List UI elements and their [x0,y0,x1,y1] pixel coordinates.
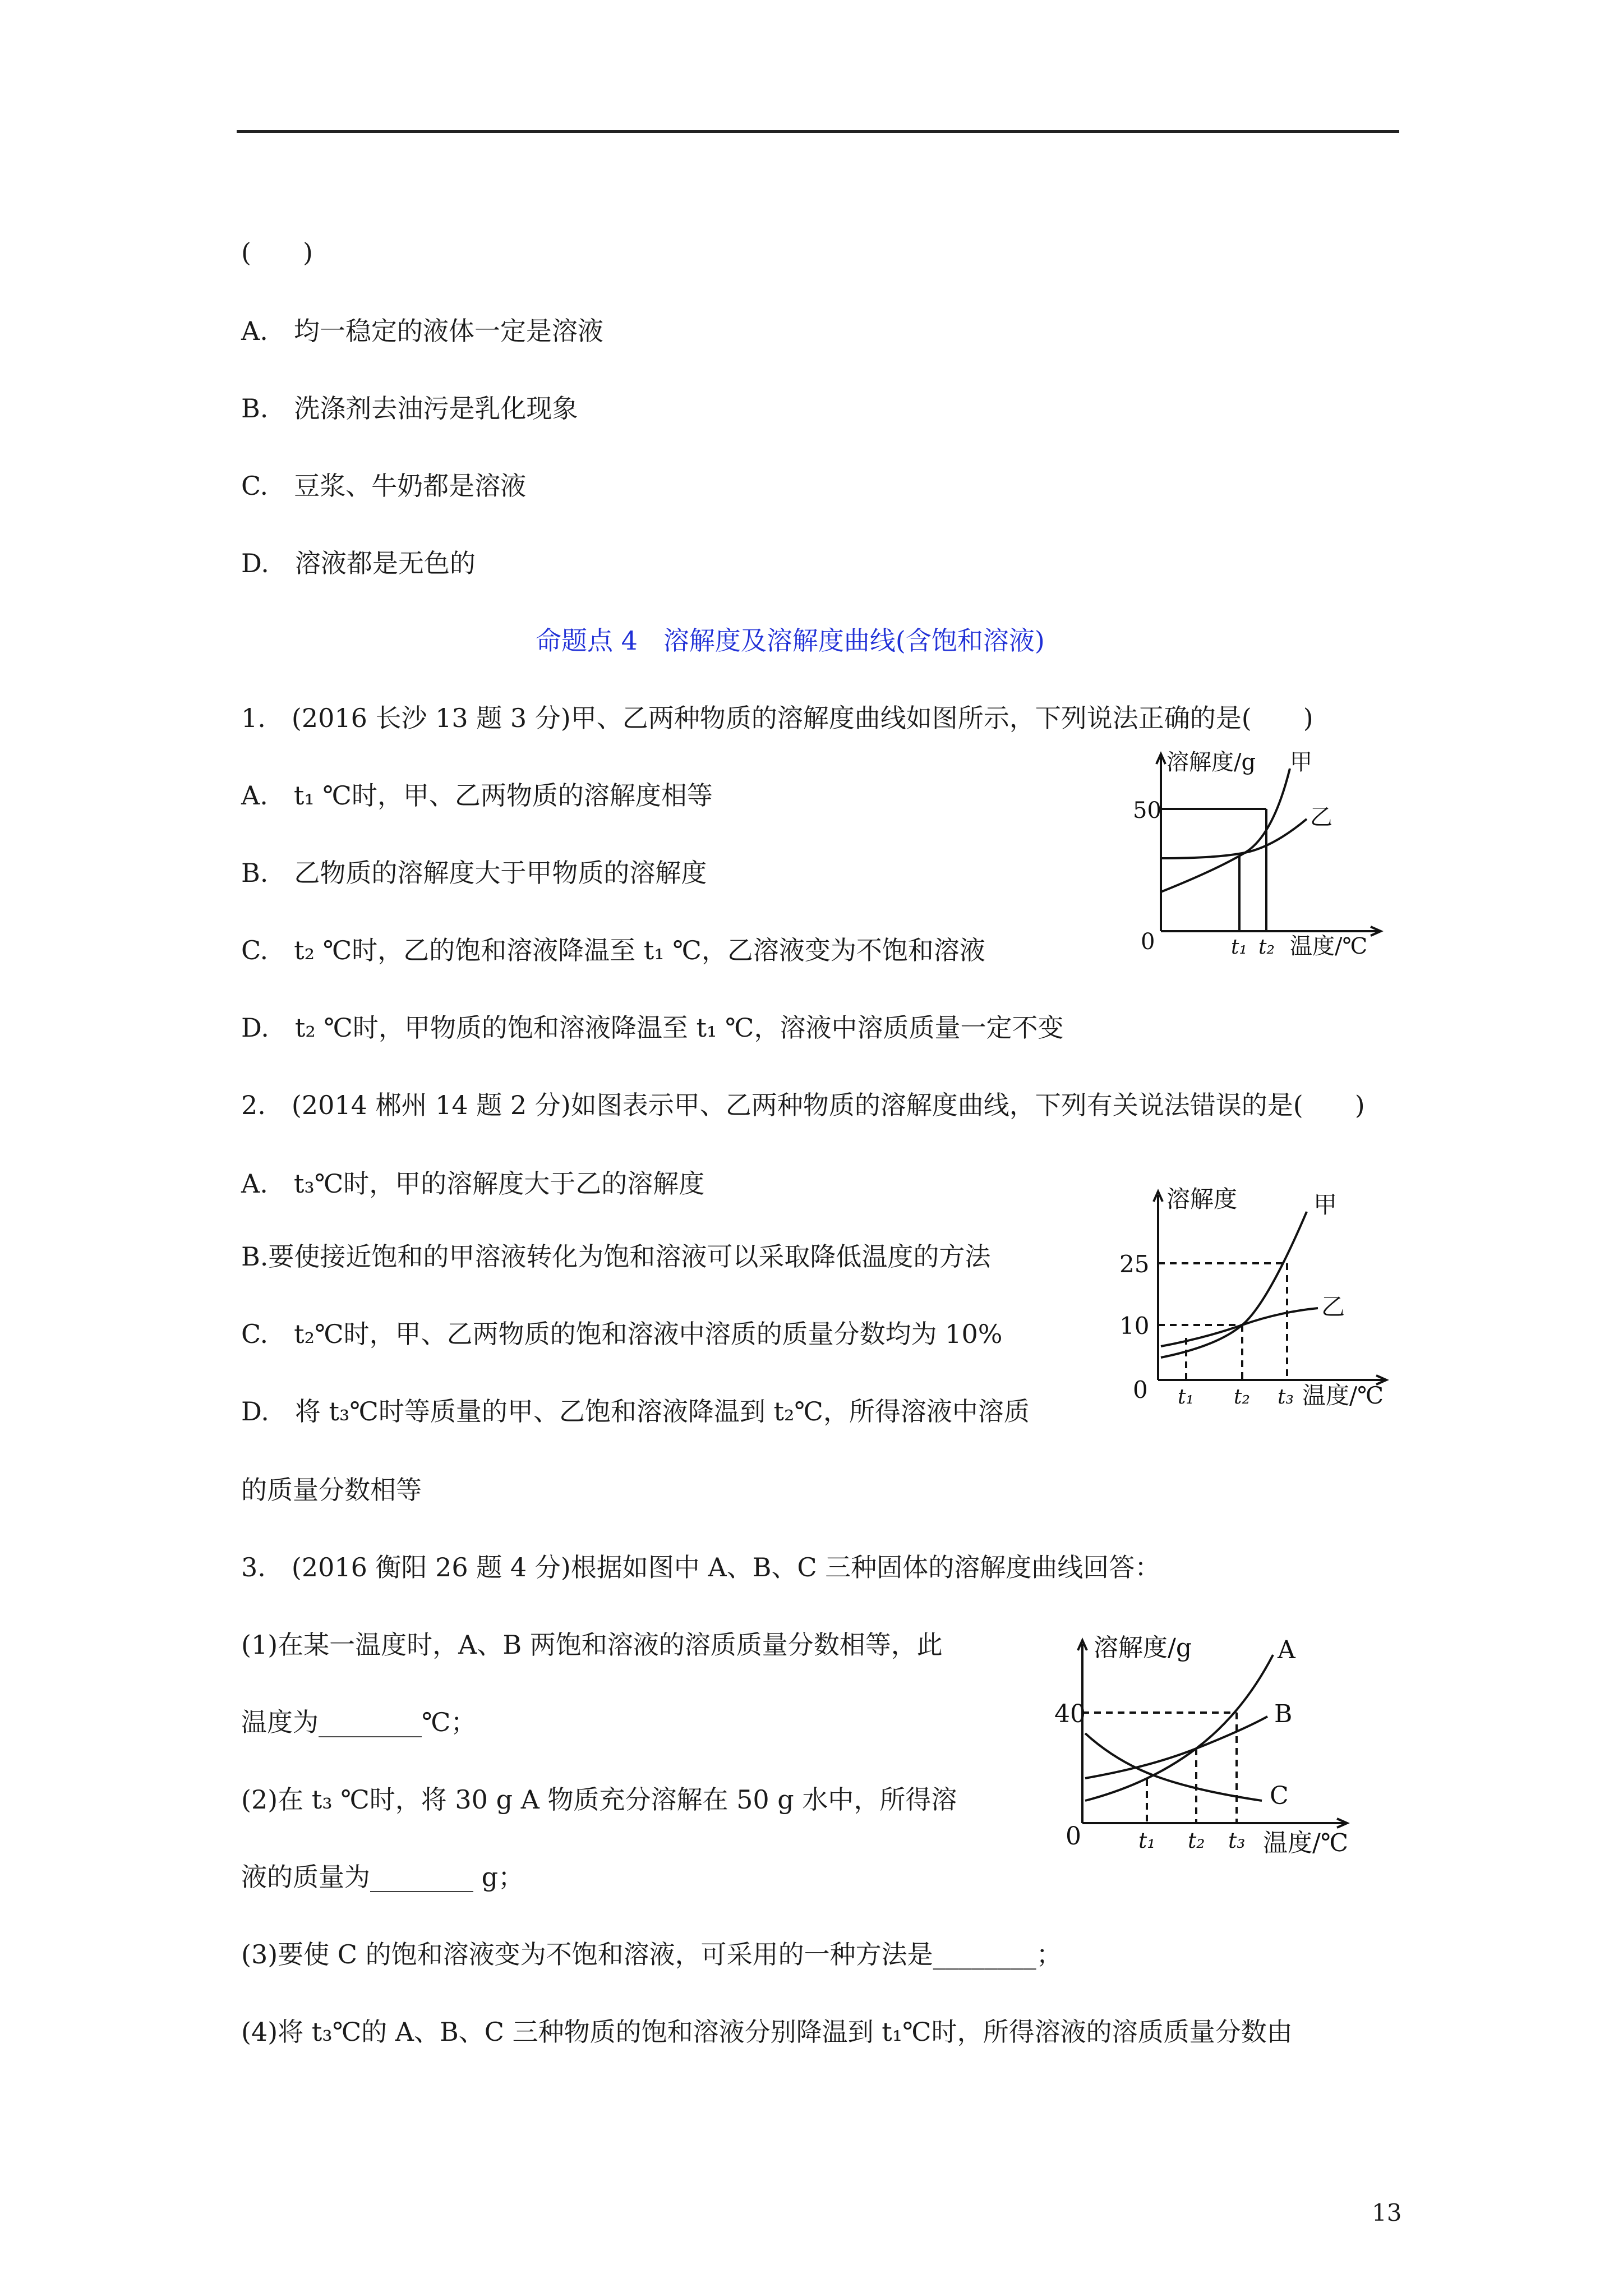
answer-parentheses: ( ) [241,237,313,268]
q2-option-c: C. t₂℃时，甲、乙两物质的饱和溶液中溶质的质量分数均为 10% [241,1319,1003,1349]
fig1-x-tick-t1: t₁ [1231,936,1247,959]
section-heading: 命题点 4 溶解度及溶解度曲线(含饱和溶液) [536,625,1045,656]
fig2-series-yi: 乙 [1321,1293,1345,1320]
q1-option-b: B. 乙物质的溶解度大于甲物质的溶解度 [241,858,707,888]
q3-part1-line2: 温度为________℃； [241,1707,477,1737]
q1-option-a: A. t₁ ℃时，甲、乙两物质的溶解度相等 [241,780,713,811]
fig2-curve-jia [1161,1212,1307,1358]
fig3-x-tick-t2: t₂ [1188,1828,1205,1853]
q1-option-d: D. t₂ ℃时，甲物质的饱和溶液降温至 t₁ ℃，溶液中溶质质量一定不变 [241,1013,1064,1043]
figure-2-solubility-curves [1116,1178,1419,1425]
fig2-y-tick-25: 25 [1119,1250,1150,1278]
fig1-curve-yi [1161,819,1307,858]
header-rule [237,130,1399,133]
q0-option-d: D. 溶液都是无色的 [241,548,476,578]
fig3-curve-c [1085,1733,1262,1801]
q0-option-a: A. 均一稳定的液体一定是溶液 [241,316,603,346]
fig2-y-tick-10: 10 [1119,1312,1150,1340]
fig1-x-tick-t2: t₂ [1258,936,1275,959]
question-3: 3. (2016 衡阳 26 题 4 分)根据如图中 A、B、C 三种固体的溶解度曲线回答： [241,1552,1161,1582]
q3-part4: (4)将 t₃℃的 A、B、C 三种物质的饱和溶液分别降温到 t₁℃时，所得溶液的溶质质量分数由 [241,2017,1293,2047]
fig1-y-tick-50: 50 [1133,798,1161,823]
fig2-ylabel: 溶解度 [1166,1185,1238,1213]
q2-option-b: B.要使接近饱和的甲溶液转化为饱和溶液可以采取降低温度的方法 [241,1241,991,1272]
q3-part2-line1: (2)在 t₃ ℃时，将 30 g A 物质充分溶解在 50 g 水中，所得溶 [241,1784,957,1815]
fig1-xlabel: 温度/℃ [1290,933,1368,959]
fig1-curve-jia [1161,769,1290,892]
fig3-xlabel: 温度/℃ [1263,1829,1349,1857]
fig3-x-tick-t1: t₁ [1138,1828,1156,1853]
q1-option-c: C. t₂ ℃时，乙的饱和溶液降温至 t₁ ℃，乙溶液变为不饱和溶液 [241,935,985,965]
fig1-origin: 0 [1141,929,1155,955]
fig2-x-tick-t2: t₂ [1234,1386,1250,1409]
q0-option-c: C. 豆浆、牛奶都是溶液 [241,471,527,501]
fig2-x-tick-t3: t₃ [1278,1386,1294,1409]
fig1-series-jia: 甲 [1290,749,1312,775]
q3-part3: (3)要使 C 的饱和溶液变为不饱和溶液，可采用的一种方法是________； [241,1939,1062,1970]
q2-option-a: A. t₃℃时，甲的溶解度大于乙的溶解度 [241,1168,705,1199]
fig2-origin: 0 [1133,1376,1148,1404]
figure-3-solubility-curves [1054,1632,1391,1879]
fig2-x-tick-t1: t₁ [1178,1386,1194,1409]
q2-option-d-line2: 的质量分数相等 [241,1475,422,1505]
page-number: 13 [1372,2199,1402,2226]
q3-part2-line2: 液的质量为________ g； [241,1862,524,1892]
fig3-ylabel: 溶解度/g [1094,1634,1192,1662]
fig2-series-jia: 甲 [1313,1191,1338,1218]
fig1-ylabel: 溶解度/g [1166,749,1256,775]
fig3-series-b: B [1274,1700,1293,1728]
fig3-y-tick-40: 40 [1054,1700,1086,1728]
q2-option-d-line1: D. 将 t₃℃时等质量的甲、乙饱和溶液降温到 t₂℃，所得溶液中溶质 [241,1396,1030,1427]
fig3-origin: 0 [1066,1822,1081,1851]
question-2: 2. (2014 郴州 14 题 2 分)如图表示甲、乙两种物质的溶解度曲线，下列有关说法错误的是( ) [241,1090,1365,1120]
fig3-series-c: C [1270,1782,1289,1810]
fig3-curve-b [1085,1717,1267,1778]
fig3-x-tick-t3: t₃ [1228,1828,1246,1853]
fig2-xlabel: 温度/℃ [1302,1382,1384,1409]
q0-option-b: B. 洗涤剂去油污是乳化现象 [241,393,578,424]
fig1-series-yi: 乙 [1310,804,1332,830]
fig3-series-a: A [1278,1636,1295,1664]
q3-part1-line1: (1)在某一温度时，A、B 两饱和溶液的溶质质量分数相等，此 [241,1630,943,1660]
question-1: 1. (2016 长沙 13 题 3 分)甲、乙两种物质的溶解度曲线如图所示，下列说法正确的是( ) [241,703,1313,733]
figure-1-solubility-curves [1133,746,1396,970]
